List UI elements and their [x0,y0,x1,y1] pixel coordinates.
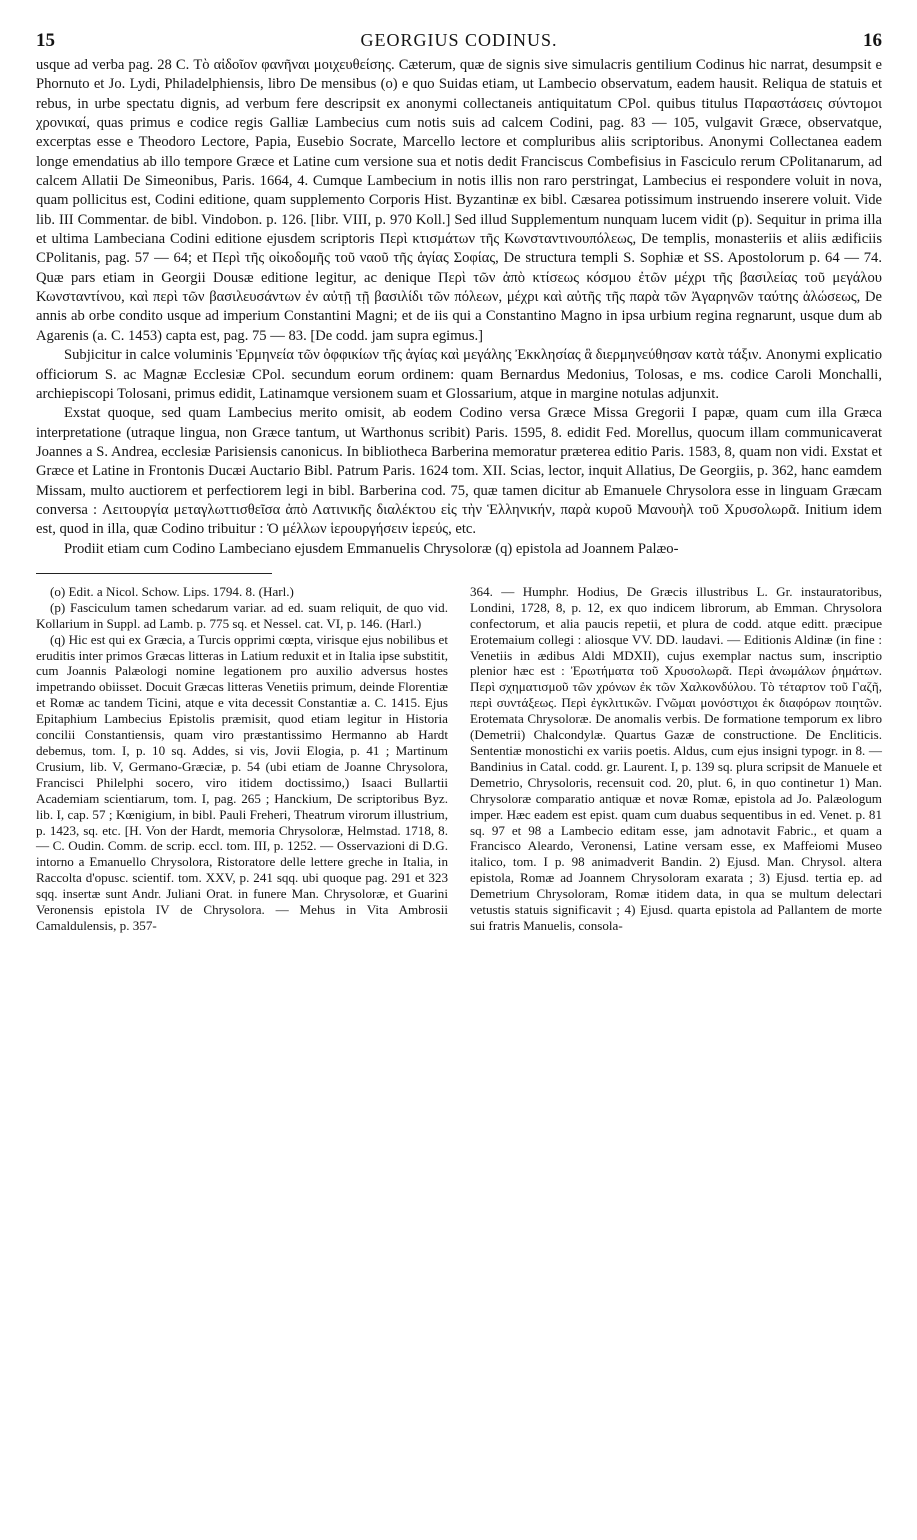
footnote-divider [36,573,272,574]
main-paragraph: Subjicitur in calce voluminis Ἑρμηνεία τῶν ὀφφικίων τῆς ἁγίας καὶ μεγάλης Ἐκκλησίας ἃ διερμηνεύθησαν κατὰ τάξιν. Anonymi explicatio officiorum S. ac Magnæ Ecclesiæ CPol. secundum eorum ordinem: quam Bernardus Medonius, Tolosas, e ms. codice Caroli Monchalli, archiepiscopi Tolosani, primus edidit, Latinamque versionem suam et Glossarium, atque in margine notulas adjunxit. [36,347,882,402]
main-paragraph: Exstat quoque, sed quam Lambecius merito omisit, ab eodem Codino versa Græce Missa Gregorii I papæ, quam cum illa Græca interpretatione (utraque lingua, non Græce tantum, ut Warthonus scribit) Paris. 1595, 8. edidit Fed. Morellus, quocum illam communicaverat Joannes a S. Andrea, ecclesiæ Parisiensis canonicus. In bibliotheca Barberina memoratur præterea editio Paris. 1583, 8, quam non vidi. Exstat et Græce et Latine in Frontonis Ducæi Auctario Bibl. Patrum Paris. 1624 tom. XII. Scias, lector, inquit Allatius, De Georgiis, p. 362, hanc eamdem Missam, multo auctiorem et perfectiorem legi in bibl. Barberina cod. 75, quæ tamen dicitur ab Emanuele Chrysolora esse in linguam Græcam conversa : Λειτουργία μεταγλωττισθεῖσα ἀπὸ Λατινικῆς διαλέκτου εἰς τὴν Ἑλληνικήν, παρὰ κυροῦ Μανουὴλ τοῦ Χρυσολωρᾶ. Initium idem est, quod in illa, quæ Codino tribuitur : Ὁ μέλλων ἱερουργήσειν ἱερεύς, etc. [36,405,882,538]
footnote-column-left [36,584,448,934]
page-number-left: 15 [36,30,55,51]
page [36,30,882,934]
footnote: (q) Hic est qui ex Græcia, a Turcis opprimi cœpta, virisque ejus nobilibus et eruditis inter primos Græcas litteras in Latium reduxit et in Italia ipse substitit, cum Joannis Palæologi nomine legationem pro auxilio adversus hostes impetrando obiisset. Docuit Græcas litteras Venetiis primum, deinde Florentiæ et Romæ ac tandem Ticini, atque e vita decessit Constantiæ a. C. 1415. Ejus Epitaphium Lambecius Epistolis præmisit, quod etiam legitur in Historia concilii Constantiensis, quam viro præstantissimo Hermanno ab Hardt debemus, tom. I, p. 10 sq. Addes, si vis, Jovii Elogia, p. 41 ; Martinum Crusium, lib. V, Germano-Græciæ, p. 54 (ubi etiam de Joanne Chrysolora, Francisci Philelphi socero, viro itidem doctissimo,) Isaaci Bullartii Academiam scientiarum, tom. I, pag. 265 ; Hanckium, De scriptoribus Byz. lib. I, cap. 57 ; Kœnigium, in bibl. Pauli Freheri, Theatrum virorum illustrium, p. 1423, sq. etc. [H. Von der Hardt, memoria Chrysoloræ, Helmstad. 1718, 8. — C. Oudin. Comm. de scrip. eccl. tom. III, p. 1252. — Osservazioni di D.G. intorno a Emanuello Chrysolora, Ristoratore delle lettere greche in Italia, in Raccolta d'opusc. scientif. tom. XXV, p. 241 sqq. ubi quoque pag. 291 et 323 sqq. insertæ sunt Andr. Juliani Orat. in funere Man. Chrysoloræ, et Guarini Veronensis epistola IV de Chrysolora. — Mehus in Vita Ambrosii Camaldulensis, p. 357- [36,631,448,933]
footnote: (p) Fasciculum tamen schedarum variar. ad ed. suam reliquit, de quo vid. Kollarium in Suppl. ad Lamb. p. 775 sq. et Nessel. cat. VI, p. 146. (Harl.) [36,599,448,631]
running-header [36,30,882,52]
footnotes [36,584,882,934]
main-paragraph: usque ad verba pag. 28 C. Τὸ αἰδοῖον φανῆναι μοιχευθείσης. Cæterum, quæ de signis sive simulacris gentilium Codinus hic narrat, desumpsit e Phornuto et Jo. Lydi, Philadelphiensis, libro De mensibus (o) e quo Suidas etiam, ut Lambecio observatum, eadem hausit. Reliqua de statuis et rebus, in urbe spectatu dignis, ad verbum fere descripsit ex anonymi collectaneis antiquitatum CPol. quibus titulus Παραστάσεις σύντομοι χρονικαί, quas primus e codice regis Galliæ Lambecius cum notis suis ad calcem Codini, pag. 83 — 105, vulgavit Græce, observatque, excerptas esse e Theodoro Lectore, Papia, Eusebio Socrate, Marcello lectore et compluribus aliis scriptoribus. Anonymi Collectanea eadem longe emendatius ab illo tempore Græce et Latine cum versione sua et notis dedit Franciscus Combefisius in Fasciculo rerum CPolitanarum, ad calcem Allatii De Simeonibus, Paris. 1664, 4. Cumque Lambecium in notis illis non raro perstringat, Lambecius ei respondere voluit in nova, quam pollicitus est, Codini editione, quam supplemento Corporis Hist. Byzantinæ ex bibl. Cæsarea potissimum instruendo inserere voluit. Vide lib. III Commentar. de bibl. Vindobon. p. 126. [libr. VIII, p. 970 Koll.] Sed illud Supplementum nunquam lucem vidit (p). Sequitur in prima illa et ultima Lambeciana Codini editione ejusdem scriptoris Περὶ κτισμάτων τῆς Κωνσταντινουπόλεως, De templis, monasteriis et aliis ædificiis CPolitanis, pag. 57 — 64; et Περὶ τῆς οἰκοδομῆς τοῦ ναοῦ τῆς ἁγίας Σοφίας, De structura templi S. Sophiæ et SS. Apostolorum p. 64 — 74. Quæ pars etiam in Georgii Dousæ editione legitur, ac denique Περὶ τῶν ἀπὸ κτίσεως κόσμου ἐτῶν μέχρι τῆς βασιλείας τοῦ μεγάλου Κωνσταντίνου, καὶ περὶ τῶν βασιλευσάντων ἐν αὐτῇ τῇ βασιλίδι τῶν πόλεων, μέχρι καὶ αὐτῆς τῆς παρὰ τῶν Ἀγαρηνῶν ταύτης ἁλώσεως, De annis ab orbe condito usque ad imperium Constantini Magni; et de iis qui a Constantino Magno in ipsa urbium regina regnarunt, usque dum ab Agarenis (a. C. 1453) capta est, pag. 75 — 83. [De codd. jam supra egimus.] [36,57,882,344]
footnote-continuation: 364. — Humphr. Hodius, De Græcis illustribus L. Gr. instauratoribus, Londini, 1728, 8, p. 12, ex quo indicem librorum, ab Emman. Chrysolora confectorum, et alia paucis repetii, et plura de codd. atque editt. præcipue Erotemaium collegi : aliosque VV. DD. laudavi. — Editionis Aldinæ (in fine : Venetiis in ædibus Aldi MDXII), cujus exemplar nactus sum, inscriptio plenior hæc est : Ἐρωτήματα τοῦ Χρυσολωρᾶ. Περὶ ἀνωμάλων ῥημάτων. Περὶ σχηματισμοῦ τῶν χρόνων ἐκ τῶν Χαλκονδύλου. Τὸ τέταρτον τοῦ Γαζῆ, περὶ συντάξεως. Περὶ ἐγκλιτικῶν. Γνῶμαι μονόστιχοι ἐκ διαφόρων ποιητῶν. Erotemata Chrysoloræ. De anomalis verbis. De formatione temporum ex libro (Demetrii) Chalcondylæ. Quartus Gazæ de constructione. De Encliticis. Sententiæ monostichi ex variis poetis. Aldus, cum ejus insigni typogr. in 8. — Bandinius in Catal. codd. gr. Laurent. I, p. 139 sq. plura scripsit de Manuele et Demetrio, Chrysoloris, recensuit cod. 20, plut. 6, in quo continetur 1) Man. Chrysoloræ comparatio antiquæ et novæ Romæ, epistola ad Jo. Palæologum imper. Hæc eadem est epist. quam cum duabus sequentibus in ed. Venet. p. 81 sq. 97 et 98 a Lambecio editam esse, jam adnotavit Fabric., et quam a Francisco Aleardo, Veronensi, Latine versam esse, ex Maffeiomi Museo italico, tom. I p. 98 animadverit Bandin. 2) Ejusd. Man. Chrysol. altera epistola, Romæ ad Joannem Chrysoloram exarata ; 3) Ejusd. tertia ep. ad Demetrium Chrysoloram, Romæ itidem data, in qua se multum delectari vetustis statuis significavit ; 4) Ejusd. quarta epistola ad Pallantem de morte sui fratris Manuelis, consola- [470,583,882,933]
footnote: (o) Edit. a Nicol. Schow. Lips. 1794. 8. (Harl.) [50,583,294,599]
page-number-right: 16 [862,30,882,51]
main-paragraph: Prodiit etiam cum Codino Lambeciano ejusdem Emmanuelis Chrysoloræ (q) epistola ad Joannem Palæo- [64,540,679,557]
footnote-column-right [470,584,882,934]
running-title: GEORGIUS CODINUS. [360,30,558,50]
main-text [36,56,882,559]
